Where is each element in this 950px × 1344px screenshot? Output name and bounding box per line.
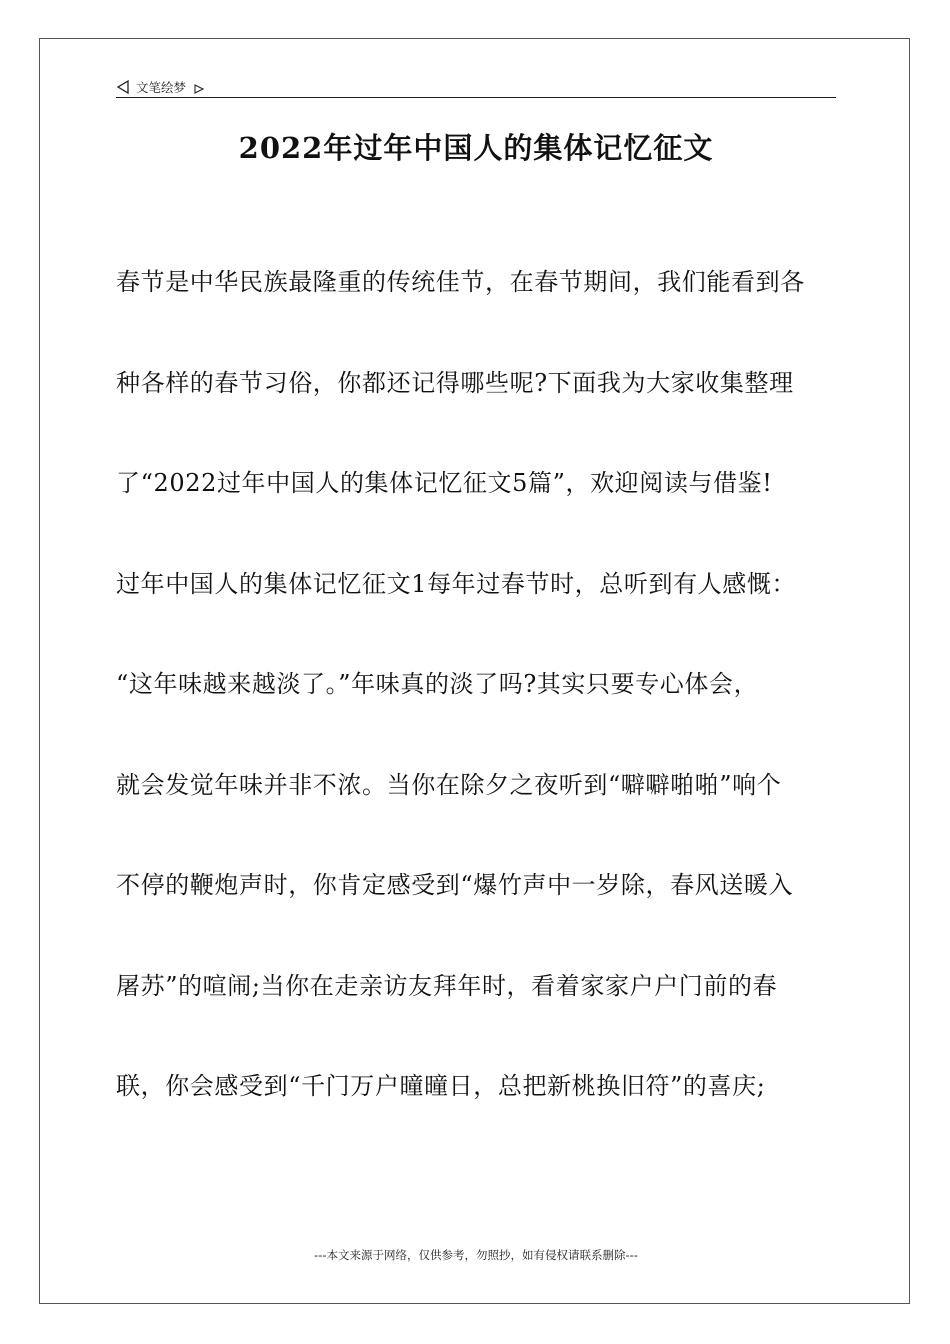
body-line: 不停的鞭炮声时，你肯定感受到“爆竹声中一岁除，春风送暖入	[116, 871, 794, 899]
body-line: 春节是中华民族最隆重的传统佳节，在春节期间，我们能看到各	[116, 268, 805, 296]
body-line: 联，你会感受到“千门万户曈曈日，总把新桃换旧符”的喜庆;	[116, 1072, 766, 1100]
body-line: 屠苏”的喧闹;当你在走亲访友拜年时，看着家家户户门前的春	[116, 971, 778, 1000]
body-line: 过年中国人的集体记忆征文1每年过春节时，总听到有人感慨：	[116, 569, 797, 598]
body-line: 种各样的春节习俗，你都还记得哪些呢?下面我为大家收集整理	[116, 368, 794, 397]
document-body	[116, 262, 836, 1167]
header-brand: 文笔绘梦	[136, 80, 187, 95]
body-line: 了“2022过年中国人的集体记忆征文5篇”，欢迎阅读与借鉴!	[116, 469, 773, 497]
body-line: “这年味越来越淡了。”年味真的淡了吗?其实只要专心体会，	[116, 670, 759, 698]
body-line: 就会发觉年味并非不浓。当你在除夕之夜听到“噼噼啪啪”响个	[116, 770, 782, 799]
page-header	[116, 76, 836, 98]
triangle-left-icon	[116, 80, 130, 94]
header-divider	[116, 97, 836, 98]
footer-notice: ---本文来源于网络，仅供参考，勿照抄，如有侵权请联系删除---	[314, 1248, 638, 1262]
document-title: 2022年过年中国人的集体记忆征文	[238, 131, 714, 165]
triangle-right-icon	[194, 82, 204, 92]
